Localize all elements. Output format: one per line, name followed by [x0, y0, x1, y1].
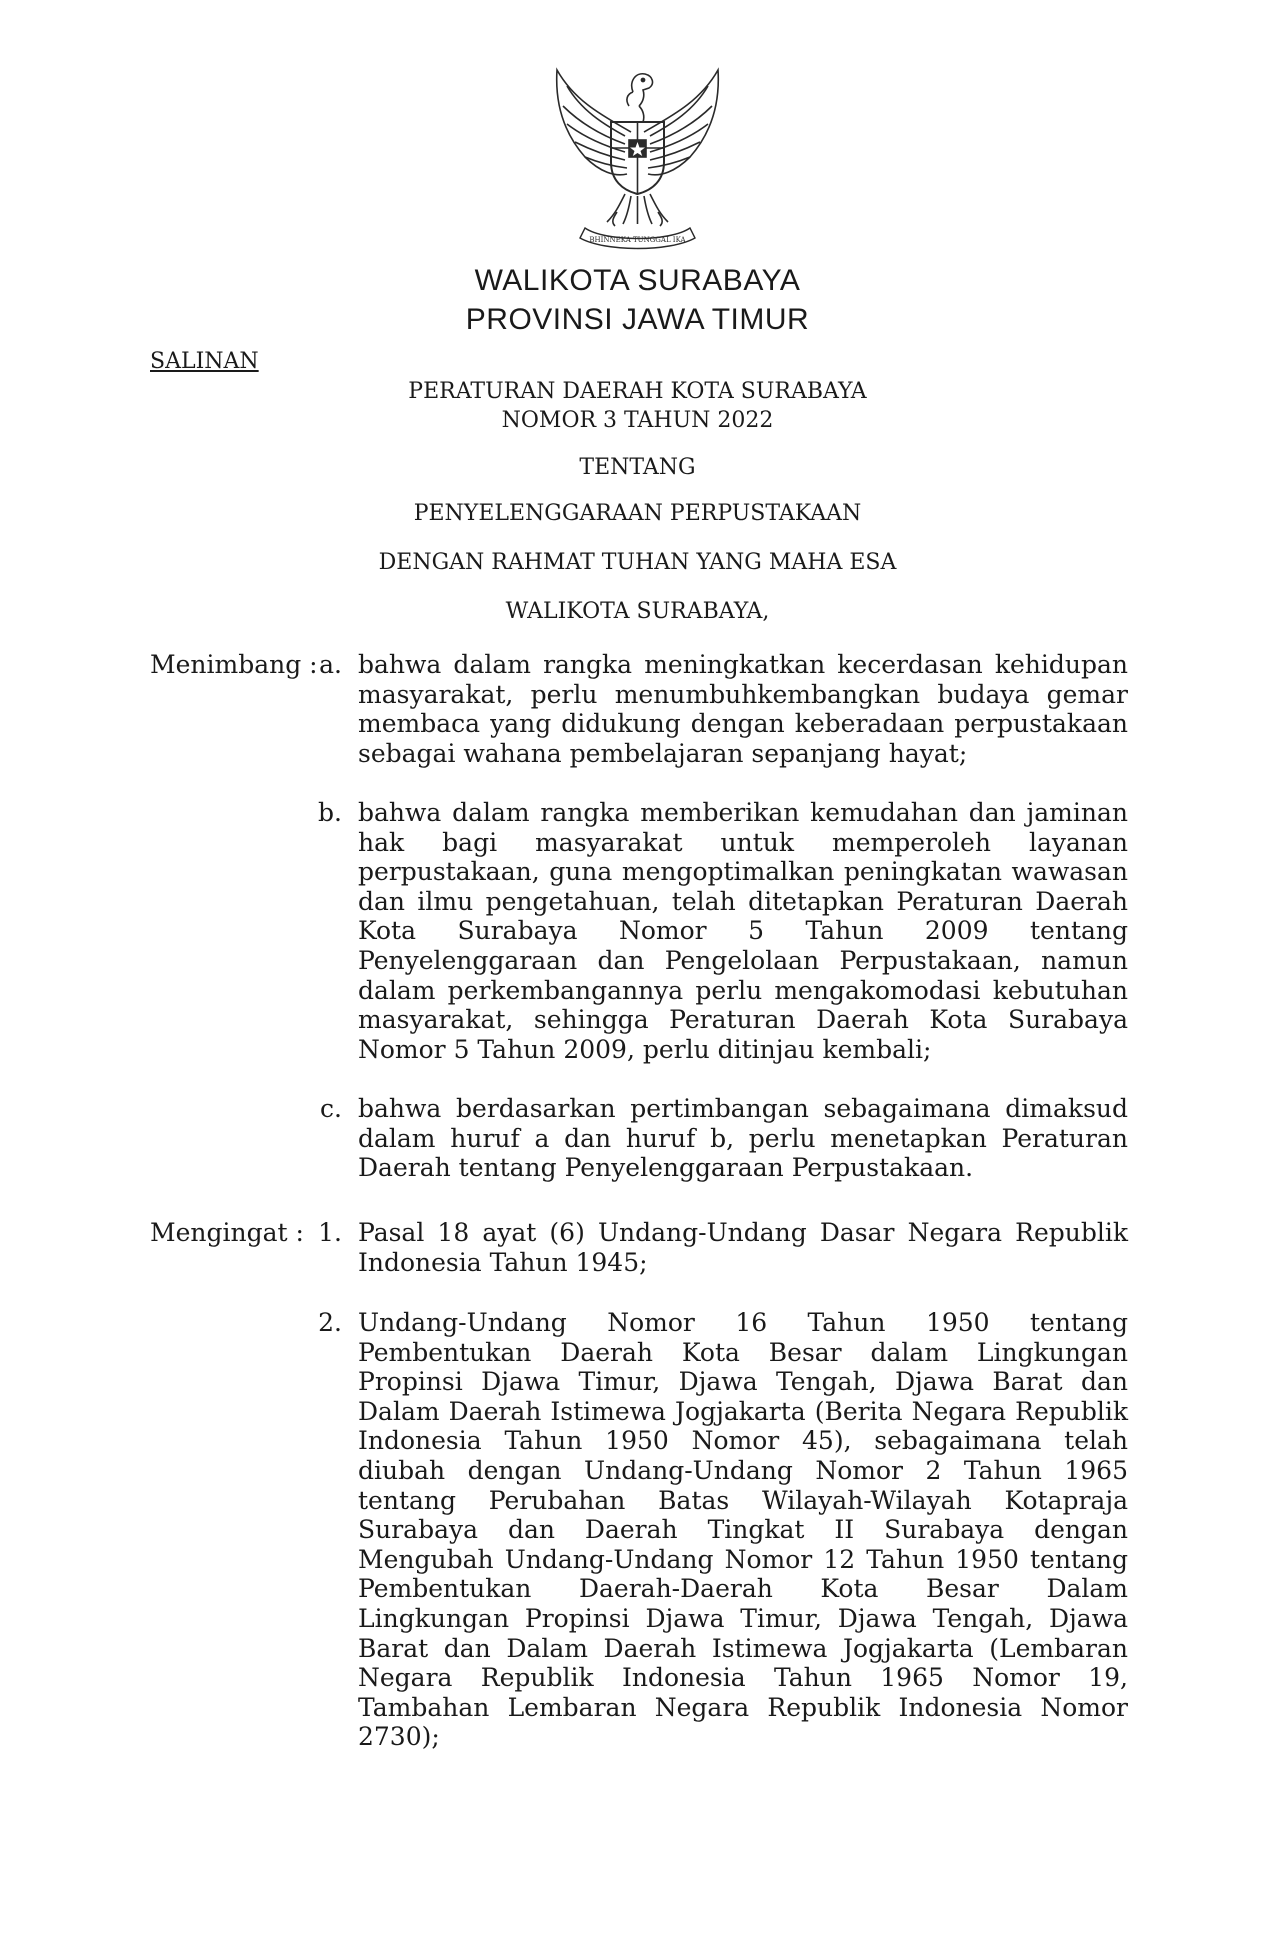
salinan-stamp: SALINAN [150, 349, 259, 374]
regulation-type: PERATURAN DAERAH KOTA SURABAYA [408, 379, 867, 404]
mengingat-item-2: Undang-Undang Nomor 16 Tahun 1950 tentang Pembentukan Daerah Kota Besar dalam Lingkungan Propinsi Djawa Timur, Djawa Tengah, Djawa Barat dan Dalam Daerah Istimewa Jogjakarta (Berita Negara Republik Indonesia Tahun 1950 Nomor 45), sebagaimana telah diubah dengan Undang-Undang Nomor 2 Tahun 1965 tentang Perubahan Batas Wilayah-Wilayah Kotapraja Surabaya dan Daerah Tingkat II Surabaya dengan Mengubah Undang-Undang Nomor 12 Tahun 1950 tentang Pembentukan Daerah-Daerah Kota Besar Dalam Lingkungan Propinsi Djawa Timur, Djawa Tengah, Djawa Barat dan Dalam Daerah Istimewa Jogjakarta (Lembaran Negara Republik Indonesia Tahun 1965 Nomor 19, Tambahan Lembaran Negara Republik Indonesia Nomor 2730); [358, 1308, 1128, 1752]
menimbang-item-a: bahwa dalam rangka meningkatkan kecerdasan kehidupan masyarakat, perlu menumbuhkembangkan budaya gemar membaca yang didukung dengan keberadaan perpustakaan sebagai wahana pembelajaran sepanjang hayat; [358, 650, 1128, 768]
menimbang-marker-b: b. [318, 798, 342, 827]
menimbang-marker-c: c. [320, 1094, 342, 1123]
regulation-subject: PENYELENGGARAAN PERPUSTAKAAN [413, 501, 862, 526]
mengingat-marker-1: 1. [318, 1218, 342, 1247]
regulation-number: NOMOR 3 TAHUN 2022 [501, 408, 774, 433]
menimbang-item-c: bahwa berdasarkan pertimbangan sebagaimana dimaksud dalam huruf a dan huruf b, perlu menetapkan Peraturan Daerah tentang Penyelenggaraan Perpustakaan. [358, 1094, 1128, 1183]
menimbang-marker-a: a. [319, 650, 342, 679]
blessing-line: DENGAN RAHMAT TUHAN YANG MAHA ESA [378, 550, 897, 575]
menimbang-label: Menimbang : [150, 650, 318, 679]
emblem-motto: BHINNEKA TUNGGAL IKA [589, 236, 686, 244]
mengingat-marker-2: 2. [318, 1308, 342, 1337]
issuer-line: WALIKOTA SURABAYA, [505, 599, 770, 624]
authority-line2: PROVINSI JAWA TIMUR [465, 303, 810, 336]
authority-line1: WALIKOTA SURABAYA [474, 264, 801, 297]
garuda-emblem-icon [545, 62, 730, 252]
about-heading: TENTANG [579, 455, 696, 480]
menimbang-item-b: bahwa dalam rangka memberikan kemudahan dan jaminan hak bagi masyarakat untuk memperoleh layanan perpustakaan, guna mengoptimalkan peningkatan wawasan dan ilmu pengetahuan, telah ditetapkan Peraturan Daerah Kota Surabaya Nomor 5 Tahun 2009 tentang Penyelenggaraan dan Pengelolaan Perpustakaan, namun dalam perkembangannya perlu mengakomodasi kebutuhan masyarakat, sehingga Peraturan Daerah Kota Surabaya Nomor 5 Tahun 2009, perlu ditinjau kembali; [358, 798, 1128, 1064]
mengingat-label: Mengingat : [150, 1218, 304, 1247]
mengingat-item-1: Pasal 18 ayat (6) Undang-Undang Dasar Negara Republik Indonesia Tahun 1945; [358, 1218, 1128, 1277]
